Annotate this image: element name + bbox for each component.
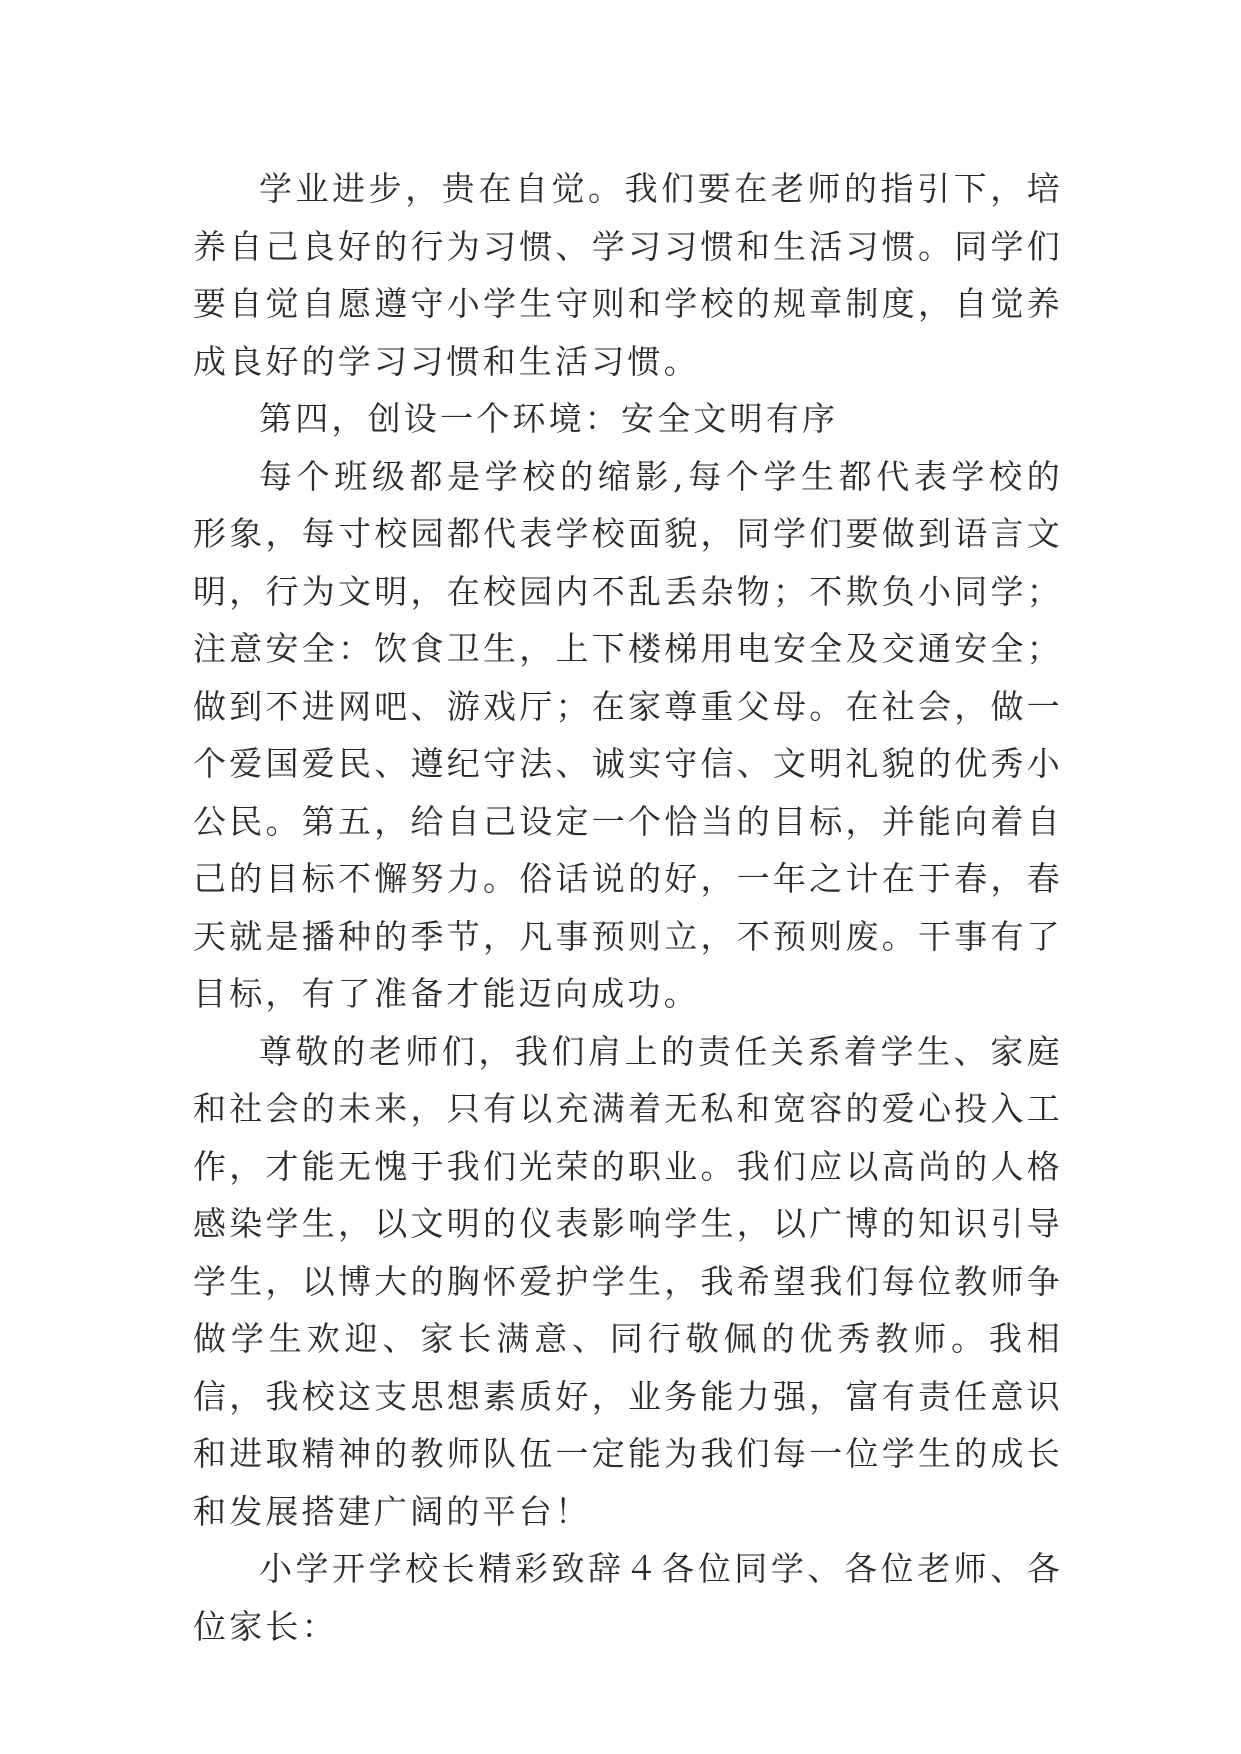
paragraph-teachers: 尊敬的老师们，我们肩上的责任关系着学生、家庭和社会的未来，只有以充满着无私和宽容的爱心投入工作，才能无愧于我们光荣的职业。我们应以高尚的人格感染学生，以文明的仪表影响学生，以广博的知识引导学生，以博大的胸怀爱护学生，我希望我们每位教师争做学生欢迎、家长满意、同行敬佩的优秀教师。我相信，我校这支思想素质好，业务能力强，富有责任意识和进取精神的教师队伍一定能为我们每一位学生的成长和发展搭建广阔的平台！ (193, 1031, 1063, 1531)
paragraph-speech-four-greeting: 小学开学校长精彩致辞４各位同学、各位老师、各位家长： (193, 1549, 1063, 1646)
paragraph-civilized-campus: 每个班级都是学校的缩影,每个学生都代表学校的形象，每寸校园都代表学校面貌，同学们要做到语言文明，行为文明，在校园内不乱丢杂物；不欺负小同学；注意安全：饮食卫生，上下楼梯用电安全及交通安全；做到不进网吧、游戏厅；在家尊重父母。在社会，做一个爱国爱民、遵纪守法、诚实守信、文明礼貌的优秀小公民。第五，给自己设定一个恰当的目标，并能向着自己的目标不懈努力。俗话说的好，一年之计在于春，春天就是播种的季节，凡事预则立，不预则废。干事有了目标，有了准备才能迈向成功。 (193, 456, 1063, 1013)
paragraph-study-habits: 学业进步，贵在自觉。我们要在老师的指引下，培养自己良好的行为习惯、学习习惯和生活习惯。同学们要自觉自愿遵守小学生守则和学校的规章制度，自觉养成良好的学习习惯和生活习惯。 (193, 169, 1063, 381)
document-body (193, 160, 1063, 1655)
paragraph-section-four-heading: 第四，创设一个环境：安全文明有序 (259, 399, 839, 438)
